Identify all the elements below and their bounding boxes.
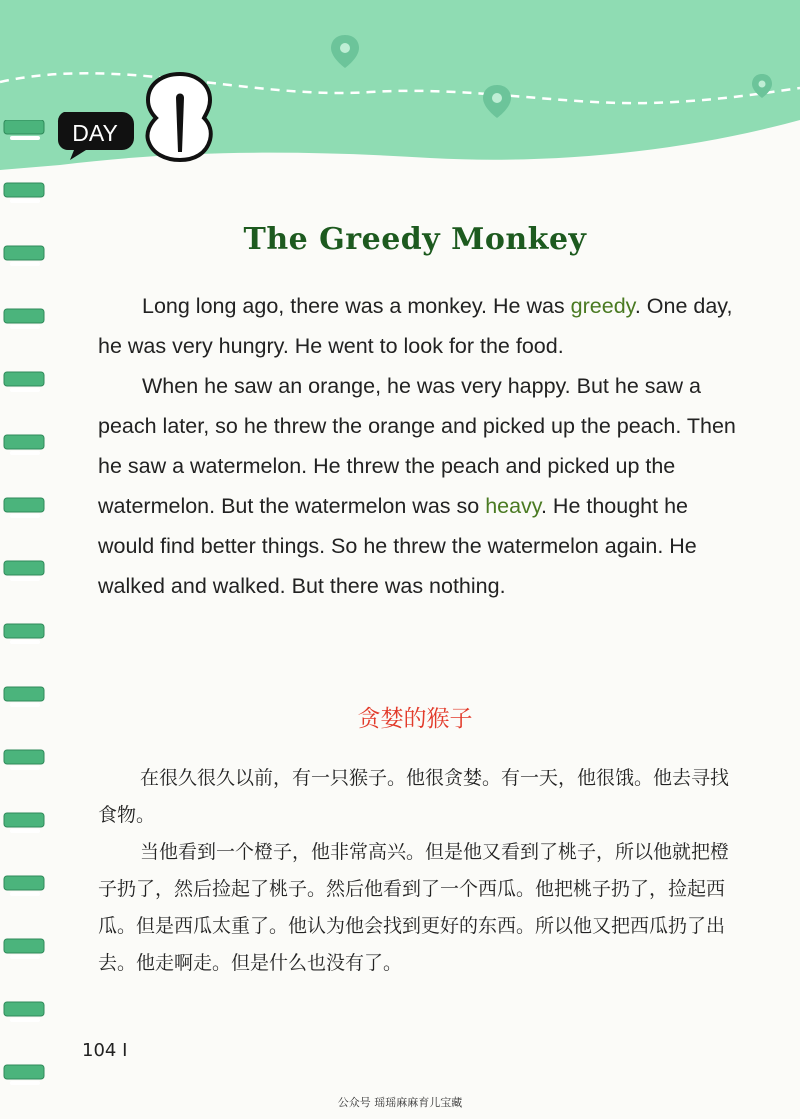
story-body-english xyxy=(98,286,738,606)
story-title: The Greedy Monkey xyxy=(243,222,587,257)
story-cn-paragraph-1: 在很久很久以前，有一只猴子。他很贪婪。有一天，他很饿。他去寻找食物。 xyxy=(98,767,730,826)
day-number-badge xyxy=(140,70,220,162)
story-cn-paragraph-2: 当他看到一个橙子，他非常高兴。但是他又看到了桃子，所以他就把橙子扔了，然后捡起了桃子。然后他看到了一个西瓜。他把桃子扔了，捡起西瓜。但是西瓜太重了。他认为他会找到更好的东西。所以他又把西瓜扔了出去。他走啊走。但是什么也没有了。 xyxy=(98,841,730,974)
day-label: DAY xyxy=(72,120,118,146)
page-number: 104 I xyxy=(82,1040,128,1061)
day-badge xyxy=(56,108,136,160)
story-body-chinese xyxy=(98,760,738,982)
story-paragraph-1: Long long ago, there was a monkey. He was greedy. One day, he was very hungry. He went to look for the food. xyxy=(98,294,733,358)
footer-watermark-text: 公众号 瑶瑶麻麻育儿宝藏 xyxy=(337,1096,463,1109)
story-title-chinese: 贪婪的猴子 xyxy=(357,706,473,732)
vocab-highlight-heavy: heavy xyxy=(485,494,541,518)
spiral-binding xyxy=(0,120,52,1110)
story-paragraph-2: When he saw an orange, he was very happy. But he saw a peach later, so he threw the orange and picked up the peach. Then he saw a watermelon. He threw the peach and picked up the watermelon. But the watermelon was so heavy. He thought he would find better things. So he threw the watermelon again. He walked and walked. But there was nothing. xyxy=(98,374,736,598)
vocab-highlight-greedy: greedy xyxy=(570,294,635,318)
